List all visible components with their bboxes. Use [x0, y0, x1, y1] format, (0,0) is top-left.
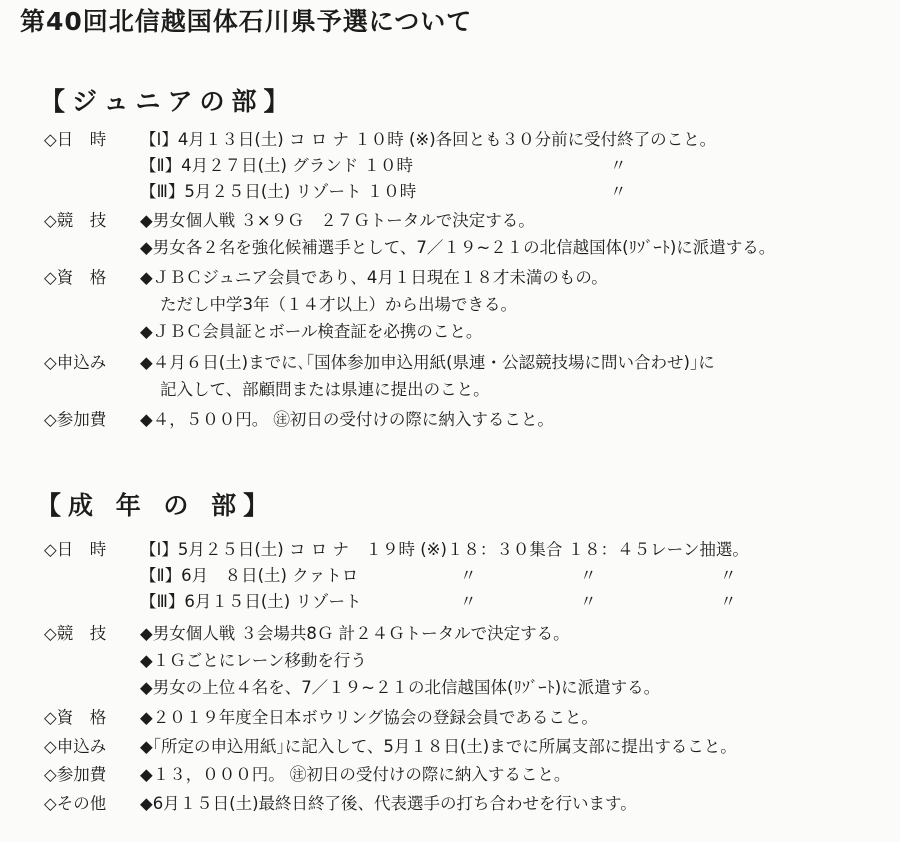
junior-section-heading: 【ジュニアの部】 — [40, 87, 296, 116]
ditto-mark: 〃 — [580, 592, 597, 611]
junior-fee: ◆４，５００円。 ㊟初日の受付けの際に納入すること。 — [140, 410, 554, 429]
junior-qualification-1: ◆ＪＢＣジュニア会員であり、4月１日現在１８才未満のもの。 — [140, 268, 608, 287]
adult-qualification-label: ◇資 格 — [44, 708, 107, 727]
ditto-mark: 〃 — [610, 156, 627, 175]
ditto-mark: 〃 — [720, 566, 737, 585]
junior-date-2: 【Ⅱ】4月２７日(土) グランド １０時 — [140, 156, 413, 175]
ditto-mark: 〃 — [460, 592, 477, 611]
adult-competition-label: ◇競 技 — [44, 624, 107, 643]
junior-application-label: ◇申込み — [44, 353, 107, 372]
adult-fee: ◆１３，０００円。 ㊟初日の受付けの際に納入すること。 — [140, 765, 571, 784]
junior-competition-label: ◇競 技 — [44, 211, 107, 230]
junior-date-label: ◇日 時 — [44, 130, 107, 149]
document-title: 第40回北信越国体石川県予選について — [20, 7, 473, 36]
adult-competition-1: ◆男女個人戦 ３会場共8Ｇ 計２４Ｇトータルで決定する。 — [140, 624, 570, 643]
adult-date-1: 【Ⅰ】5月２５日(土) コ ロ ナ １９時 (※)１８：３０集合 １８：４５レーン抽選。 — [140, 540, 749, 559]
adult-other-label: ◇その他 — [44, 794, 107, 813]
adult-section-heading: 【成 年 の 部】 — [36, 491, 276, 520]
ditto-mark: 〃 — [610, 182, 627, 201]
junior-qualification-label: ◇資 格 — [44, 268, 107, 287]
adult-competition-3: ◆男女の上位４名を、7／１９~２１の北信越国体(ﾘｿﾞｰﾄ)に派遣する。 — [140, 678, 661, 697]
junior-date-1: 【Ⅰ】4月１３日(土) コ ロ ナ １０時 (※)各回とも３０分前に受付終了のこと。 — [140, 130, 717, 149]
adult-application: ◆｢所定の申込用紙｣に記入して、5月１８日(土)までに所属支部に提出すること。 — [140, 737, 737, 756]
ditto-mark: 〃 — [720, 592, 737, 611]
ditto-mark: 〃 — [580, 566, 597, 585]
junior-qualification-2: ただし中学3年（１４才以上）から出場できる。 — [160, 295, 517, 314]
junior-date-3: 【Ⅲ】5月２５日(土) リゾート １０時 — [140, 182, 417, 201]
adult-fee-label: ◇参加費 — [44, 765, 107, 784]
adult-date-2: 【Ⅱ】6月 ８日(土) クァトロ — [140, 566, 359, 585]
junior-qualification-3: ◆ＪＢＣ会員証とボール検査証を必携のこと。 — [140, 322, 483, 341]
junior-competition-2: ◆男女各２名を強化候補選手として、7／１９~２１の北信越国体(ﾘｿﾞｰﾄ)に派遣する。 — [140, 238, 776, 257]
junior-fee-label: ◇参加費 — [44, 410, 107, 429]
ditto-mark: 〃 — [460, 566, 477, 585]
adult-application-label: ◇申込み — [44, 737, 107, 756]
junior-application-2: 記入して、部顧問または県連に提出のこと。 — [160, 380, 490, 399]
adult-date-label: ◇日 時 — [44, 540, 107, 559]
adult-qualification: ◆２０１９年度全日本ボウリング協会の登録会員であること。 — [140, 708, 598, 727]
adult-date-3: 【Ⅲ】6月１５日(土) リゾート — [140, 592, 362, 611]
adult-other: ◆6月１５日(土)最終日終了後、代表選手の打ち合わせを行います。 — [140, 794, 637, 813]
junior-competition-1: ◆男女個人戦 ３×９Ｇ ２７Ｇトータルで決定する。 — [140, 211, 535, 230]
junior-application-1: ◆４月６日(土)までに､｢国体参加申込用紙(県連・公認競技場に問い合わせ)｣に — [140, 353, 715, 372]
adult-competition-2: ◆１Ｇごとにレーン移動を行う — [140, 651, 367, 670]
